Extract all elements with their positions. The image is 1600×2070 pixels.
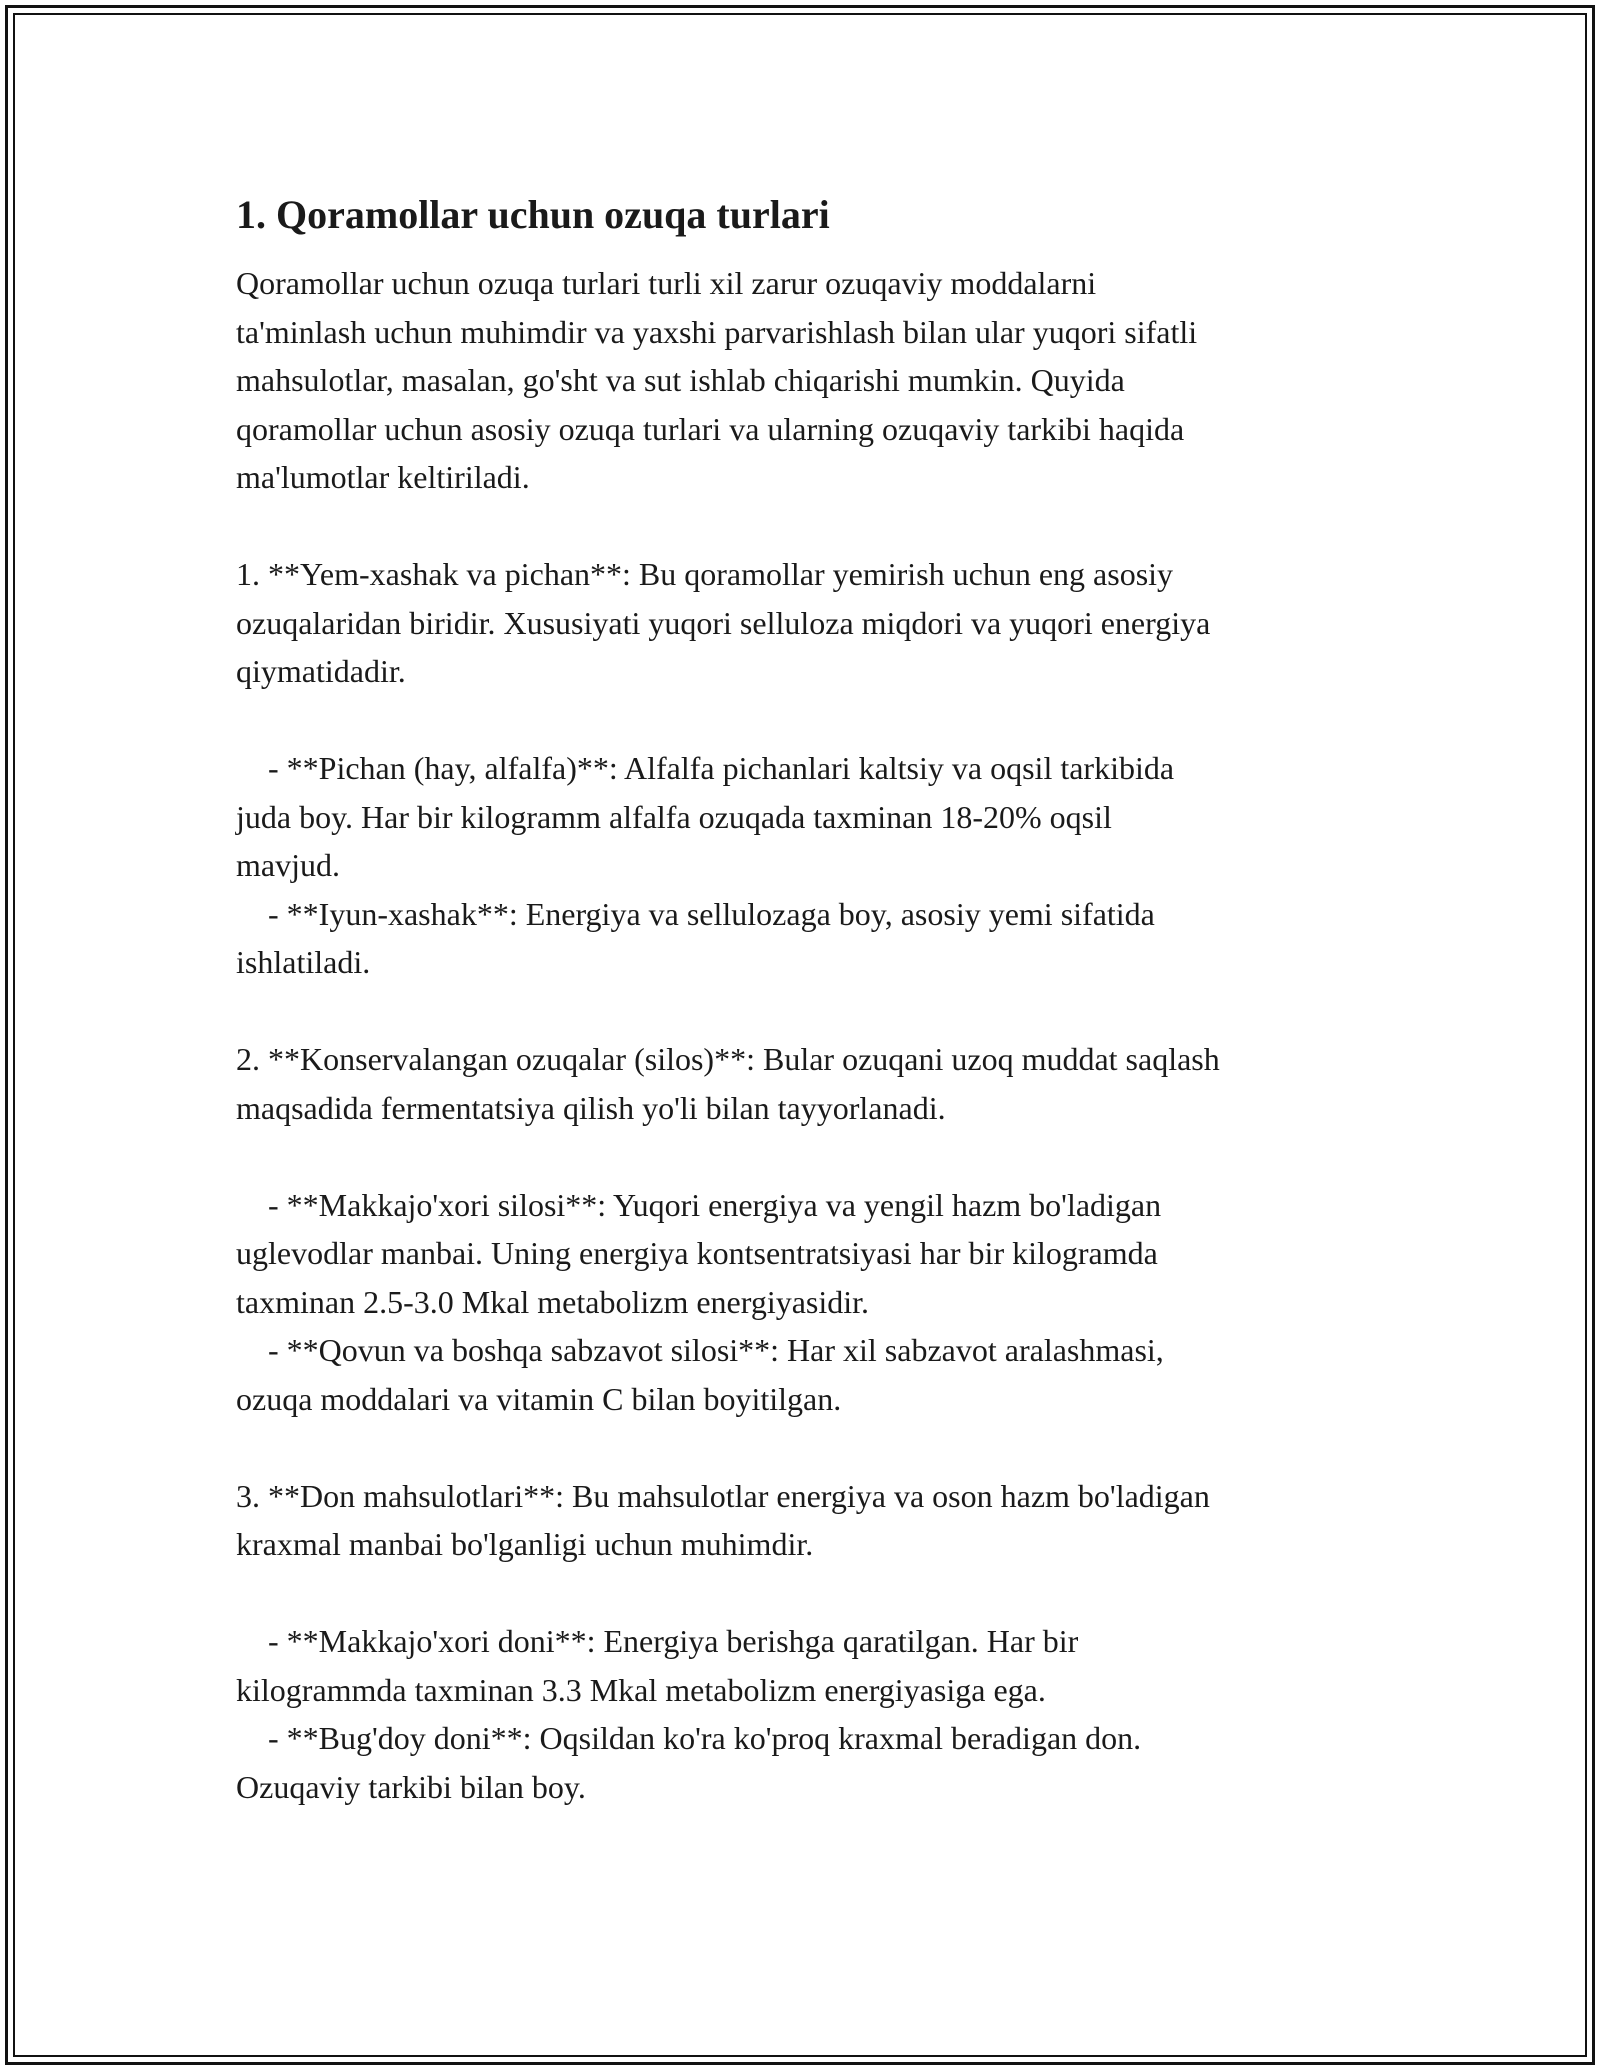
paragraph-spacer xyxy=(236,1132,1386,1181)
paragraph-spacer xyxy=(236,1569,1386,1618)
paragraph-spacer xyxy=(236,696,1386,745)
paragraph-spacer xyxy=(236,1423,1386,1472)
section-3-subitems: - **Makkajo'xori doni**: Energiya berishga qaratilgan. Har bir kilogrammda taxminan 3.3 Mkal metabolizm energiyasiga ega. - **Bug'doy doni**: Oqsildan ko'ra ko'proq kraxmal beradigan don. Ozuqaviy tarkibi bilan boy. xyxy=(236,1623,1142,1805)
section-3-paragraph: 3. **Don mahsulotlari**: Bu mahsulotlar energiya va oson hazm bo'ladigan kraxmal manbai bo'lganligi uchun muhimdir. xyxy=(236,1477,1210,1562)
intro-paragraph: Qoramollar uchun ozuqa turlari turli xil zarur ozuqaviy moddalarni ta'minlash uchun muhimdir va yaxshi parvarishlash bilan ular yuqori sifatli mahsulotlar, masalan, go'sht va sut ishlab chiqarishi mumkin. Quyida qoramollar uchun asosiy ozuqa turlari va ularning ozuqaviy tarkibi haqida ma'lumotlar keltiriladi. xyxy=(236,265,1198,495)
document-body xyxy=(236,185,1386,1811)
paragraph-spacer xyxy=(236,987,1386,1036)
section-2-paragraph: 2. **Konservalangan ozuqalar (silos)**: Bular ozuqani uzoq muddat saqlash maqsadida fermentatsiya qilish yo'li bilan tayyorlanadi. xyxy=(236,1041,1220,1126)
section-1-paragraph: 1. **Yem-xashak va pichan**: Bu qoramollar yemirish uchun eng asosiy ozuqalaridan biridir. Xususiyati yuqori selluloza miqdori va yuqori energiya qiymatidadir. xyxy=(236,556,1211,689)
paragraph-spacer xyxy=(236,502,1386,551)
section-2-subitems: - **Makkajo'xori silosi**: Yuqori energiya va yengil hazm bo'ladigan uglevodlar manbai. Uning energiya kontsentratsiyasi har bir kilogramda taxminan 2.5-3.0 Mkal metabolizm energiyasidir. - **Qovun va boshqa sabzavot silosi**: Har xil sabzavot aralashmasi, ozuqa moddalari va vitamin C bilan boyitilgan. xyxy=(236,1186,1164,1417)
section-1-subitems: - **Pichan (hay, alfalfa)**: Alfalfa pichanlari kaltsiy va oqsil tarkibida juda boy. Har bir kilogramm alfalfa ozuqada taxminan 18-20% oqsil mavjud. - **Iyun-xashak**: Energiya va sellulozaga boy, asosiy yemi sifatida ishlatiladi. xyxy=(236,750,1175,980)
document-title: 1. Qoramollar uchun ozuqa turlari xyxy=(236,192,830,237)
